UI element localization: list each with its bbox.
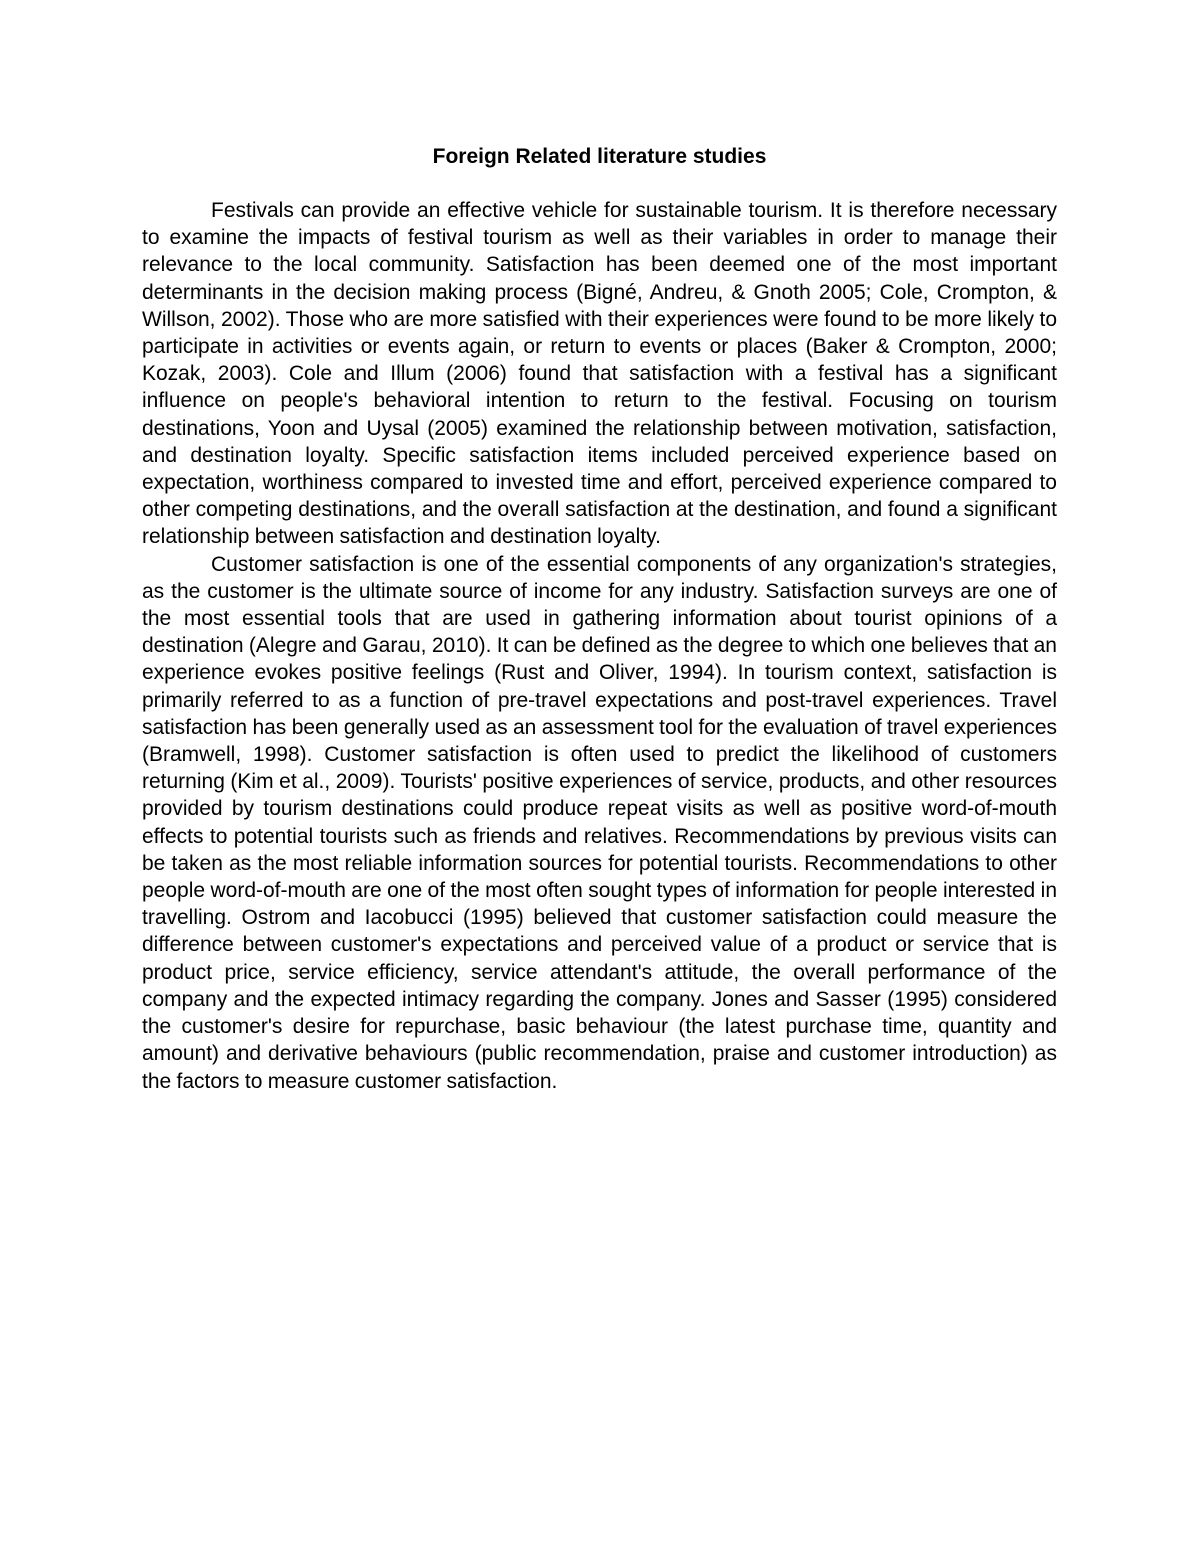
- paragraph-festival-tourism: Festivals can provide an effective vehicle for sustainable tourism. It is therefore necessary to examine the impacts of festival tourism as well as their variables in order to manage their relevance to the local community. Satisfaction has been deemed one of the most important determinants in the decision making process (Bigné, Andreu, & Gnoth 2005; Cole, Crompton, & Willson, 2002). Those who are more satisfied with their experiences were found to be more likely to participate in activities or events again, or return to events or places (Baker & Crompton, 2000; Kozak, 2003). Cole and Illum (2006) found that satisfaction with a festival has a significant influence on people's behavioral intention to return to the festival. Focusing on tourism destinations, Yoon and Uysal (2005) examined the relationship between motivation, satisfaction, and destination loyalty. Specific satisfaction items included perceived experience based on expectation, worthiness compared to invested time and effort, perceived experience compared to other competing destinations, and the overall satisfaction at the destination, and found a significant relationship between satisfaction and destination loyalty.: [142, 199, 1057, 549]
- document-body: [142, 197, 1057, 1095]
- document-title: Foreign Related literature studies: [432, 145, 767, 168]
- paragraph-customer-satisfaction: Customer satisfaction is one of the essential components of any organization's strategies, as the customer is the ultimate source of income for any industry. Satisfaction surveys are one of the most essential tools that are used in gathering information about tourist opinions of a destination (Alegre and Garau, 2010). It can be defined as the degree to which one believes that an experience evokes positive feelings (Rust and Oliver, 1994). In tourism context, satisfaction is primarily referred to as a function of pre-travel expectations and post-travel experiences. Travel satisfaction has been generally used as an assessment tool for the evaluation of travel experiences (Bramwell, 1998). Customer satisfaction is often used to predict the likelihood of customers returning (Kim et al., 2009). Tourists' positive experiences of service, products, and other resources provided by tourism destinations could produce repeat visits as well as positive word-of-mouth effects to potential tourists such as friends and relatives. Recommendations by previous visits can be taken as the most reliable information sources for potential tourists. Recommendations to other people word-of-mouth are one of the most often sought types of information for people interested in travelling. Ostrom and Iacobucci (1995) believed that customer satisfaction could measure the difference between customer's expectations and perceived value of a product or service that is product price, service efficiency, service attendant's attitude, the overall performance of the company and the expected intimacy regarding the company. Jones and Sasser (1995) considered the customer's desire for repurchase, basic behaviour (the latest purchase time, quantity and amount) and derivative behaviours (public recommendation, praise and customer introduction) as the factors to measure customer satisfaction.: [142, 552, 1057, 1093]
